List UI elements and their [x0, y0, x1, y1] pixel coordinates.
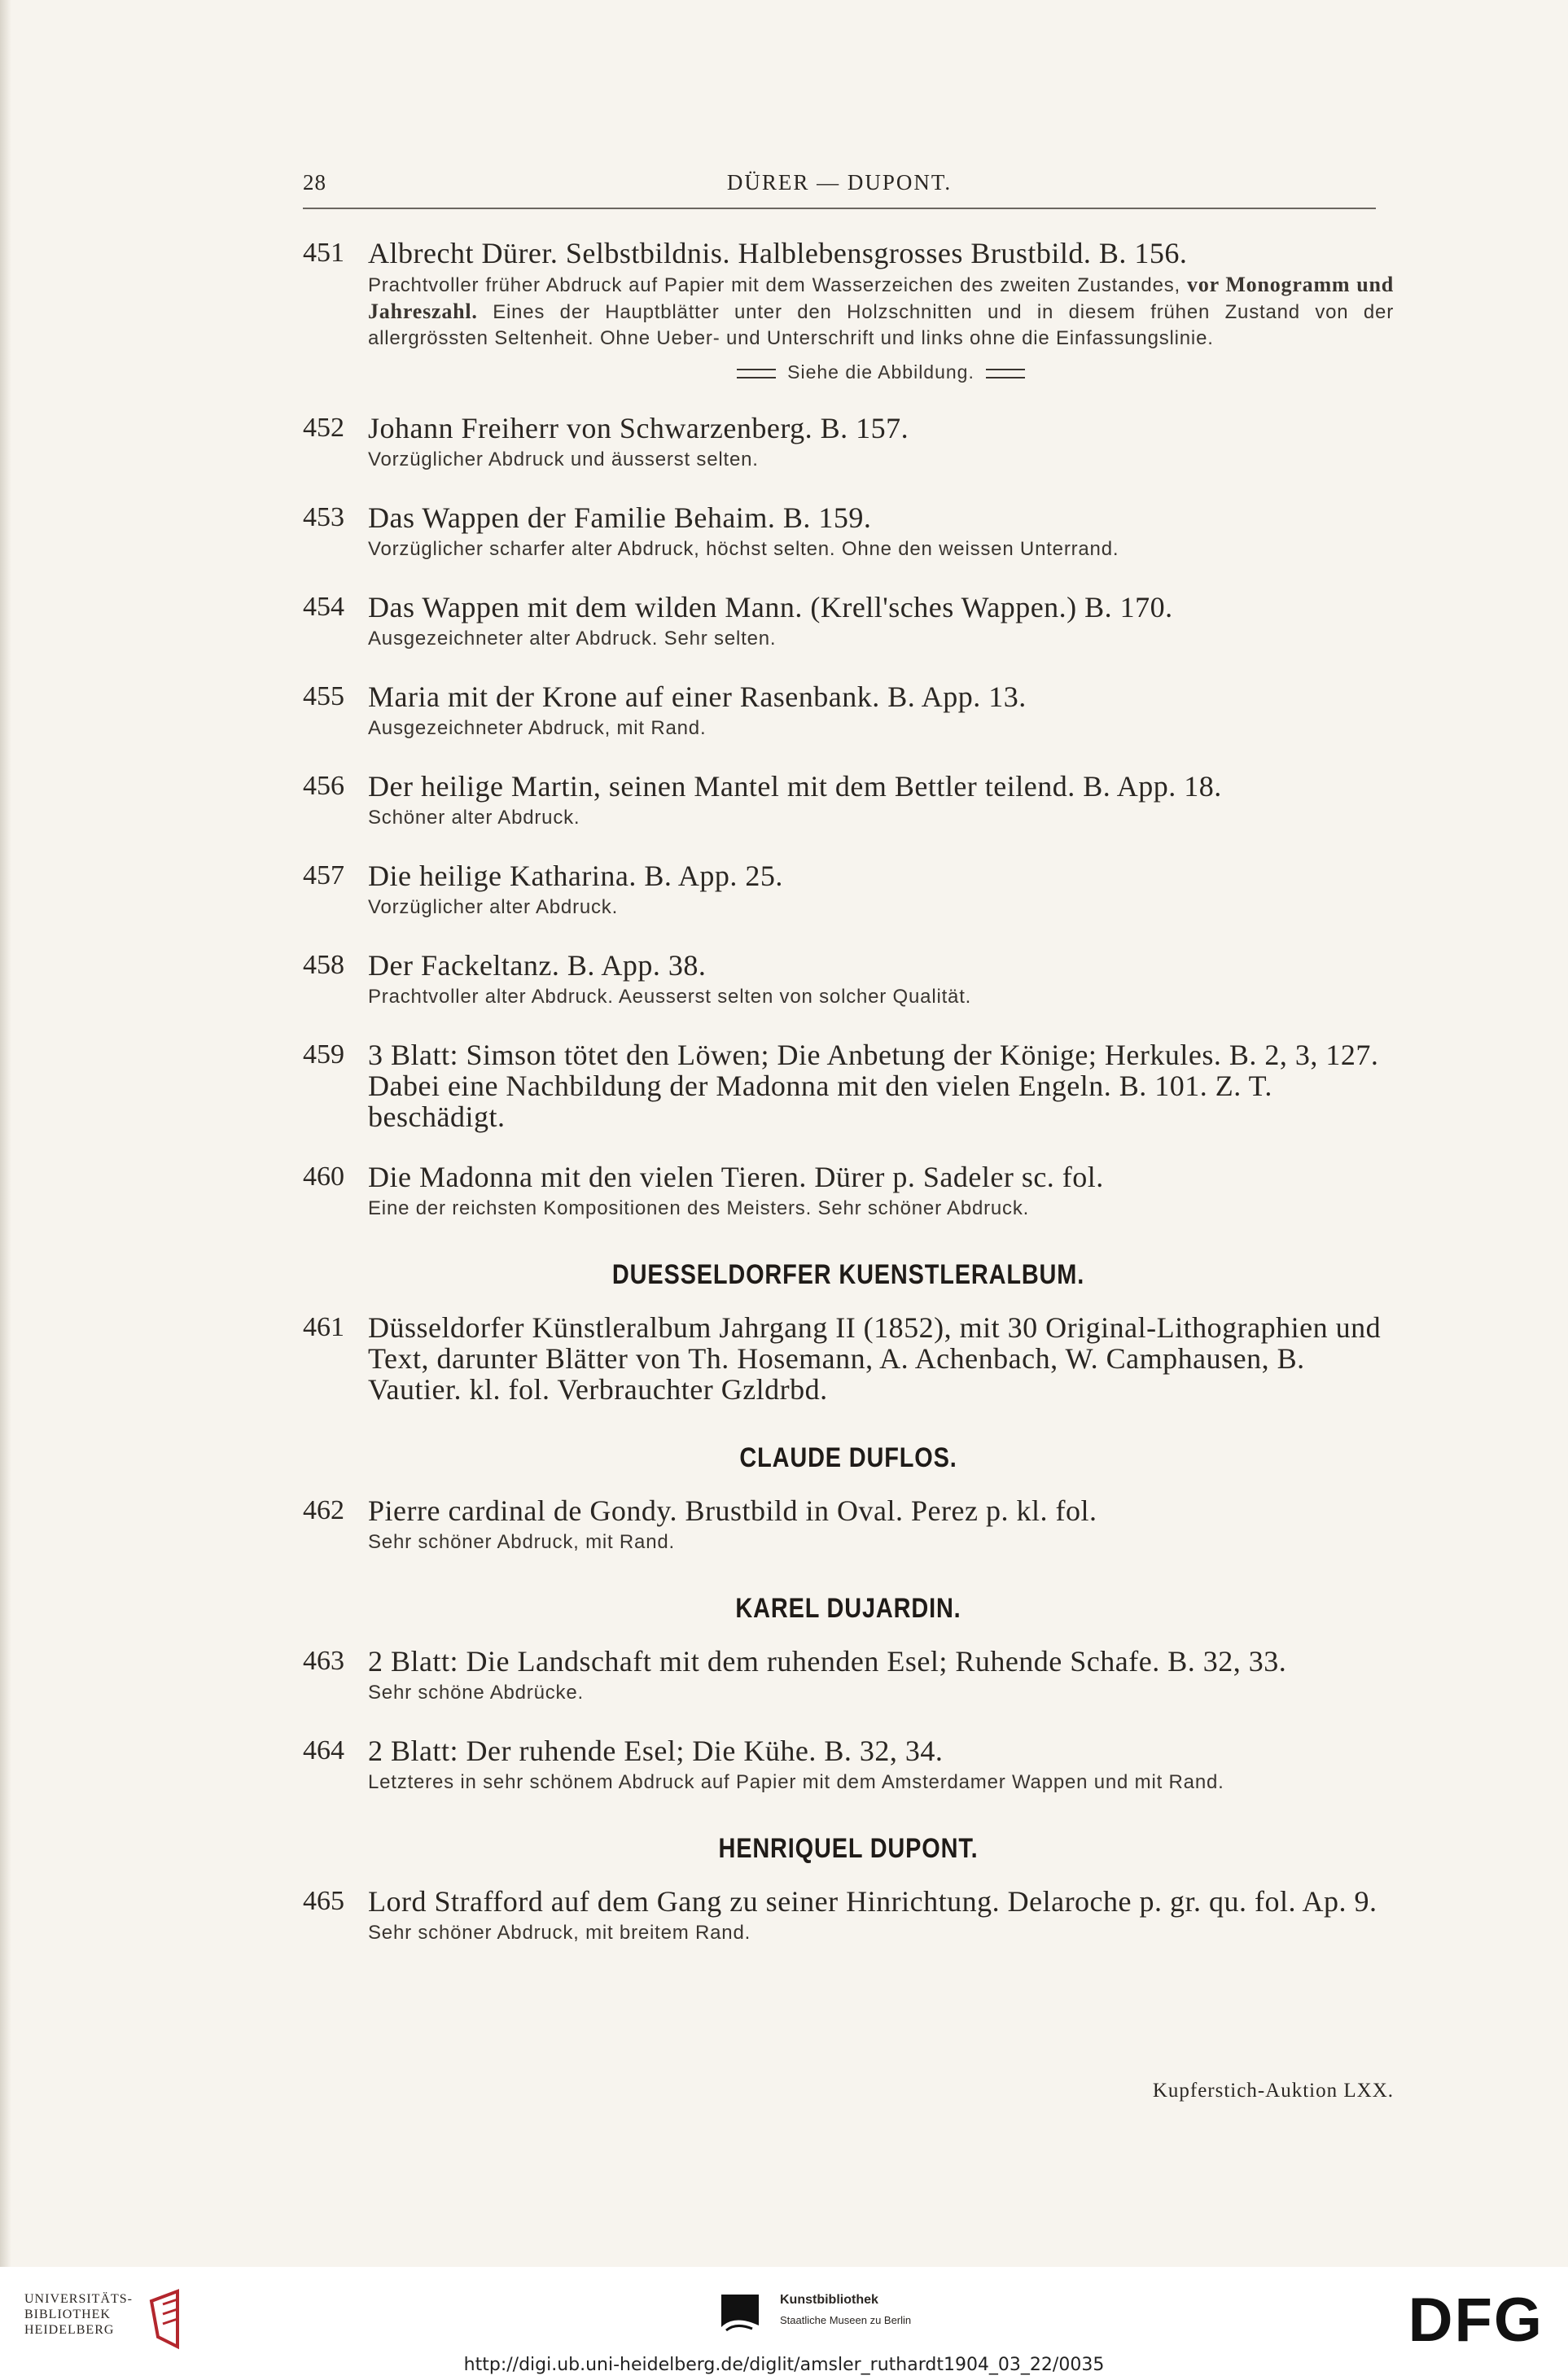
catalog-entry: [303, 1039, 1394, 1132]
entry-title: Die heilige Katharina. B. App. 25.: [368, 860, 783, 892]
entry-number: 451: [303, 238, 344, 268]
entry-note: Ausgezeichneter Abdruck, mit Rand.: [368, 717, 707, 739]
entry-number: 455: [303, 681, 344, 711]
entry-note: Sehr schöne Abdrücke.: [368, 1682, 584, 1704]
double-rule: [737, 369, 776, 378]
entry-note: Vorzüglicher scharfer alter Abdruck, höchst selten. Ohne den weissen Unterrand.: [368, 538, 1119, 560]
catalog-entry: [303, 592, 1394, 652]
entry-title: 2 Blatt: Der ruhende Esel; Die Kühe. B. 32, 34.: [368, 1735, 944, 1767]
catalog-entry: [303, 771, 1394, 831]
entry-title: Der heilige Martin, seinen Mantel mit dem Bettler teilend. B. App. 18.: [368, 770, 1222, 803]
catalog-entry: [303, 502, 1394, 562]
entry-title: Der Fackeltanz. B. App. 38.: [368, 949, 707, 982]
kunstbibliothek-text: [780, 2293, 1073, 2326]
dfg-logo[interactable]: DFG: [1408, 2286, 1544, 2355]
university-library-logo[interactable]: [24, 2291, 133, 2338]
entry-title: Albrecht Dürer. Selbstbildnis. Halblebensgrosses Brustbild. B. 156.: [368, 237, 1188, 269]
entry-note: Vorzüglicher Abdruck und äusserst selten.: [368, 448, 759, 470]
catalog-entry: [303, 1735, 1394, 1796]
catalog-entry: [303, 1312, 1394, 1405]
section-heading: CLAUDE DUFLOS.: [739, 1442, 957, 1473]
illustration-ref-text: Siehe die Abbildung.: [787, 361, 975, 383]
entry-number: 452: [303, 413, 344, 443]
entry-note: Prachtvoller alter Abdruck. Aeusserst selten von solcher Qualität.: [368, 986, 972, 1008]
note-bold: vor Monogramm und Jahreszahl.: [368, 273, 1394, 323]
section-heading: HENRIQUEL DUPONT.: [718, 1833, 979, 1864]
catalog-content: [303, 238, 1394, 1946]
catalog-entry: [303, 1162, 1394, 1222]
uni-line: BIBLIOTHEK: [24, 2308, 111, 2321]
illustration-ref: [368, 361, 1394, 383]
running-title: DÜRER — DUPONT.: [726, 170, 953, 195]
double-rule: [986, 369, 1025, 378]
entry-number: 460: [303, 1162, 344, 1192]
entry-number: 458: [303, 950, 344, 980]
entry-number: 462: [303, 1495, 344, 1525]
entry-title: Maria mit der Krone auf einer Rasenbank. B. App. 13.: [368, 680, 1027, 713]
catalog-entry: [303, 860, 1394, 921]
viewer-footer: [0, 2267, 1568, 2380]
entry-title: Pierre cardinal de Gondy. Brustbild in Oval. Perez p. kl. fol.: [368, 1494, 1097, 1527]
entry-note: Vorzüglicher alter Abdruck.: [368, 896, 619, 918]
entry-title: 2 Blatt: Die Landschaft mit dem ruhenden Esel; Ruhende Schafe. B. 32, 33.: [368, 1645, 1287, 1678]
entry-note: [368, 272, 1394, 352]
entry-title: 3 Blatt: Simson tötet den Löwen; Die Anbetung der Könige; Herkules. B. 2, 3, 127. Dabei eine Nachbildung der Madonna mit den vielen Engeln. B. 101. Z. T. beschädigt.: [368, 1039, 1379, 1133]
kb-title: Kunstbibliothek: [780, 2293, 878, 2307]
entry-number: 459: [303, 1039, 344, 1070]
permalink-url[interactable]: http://digi.ub.uni-heidelberg.de/diglit/amsler_ruthardt1904_03_22/0035: [463, 2355, 1105, 2375]
entry-number: 454: [303, 592, 344, 622]
entry-title: Johann Freiherr von Schwarzenberg. B. 157.: [368, 412, 909, 444]
entry-title: Düsseldorfer Künstleralbum Jahrgang II (1852), mit 30 Original-Lithographien und Text, darunter Blätter von Th. Hosemann, A. Achenbach, W. Camphausen, B. Vautier. kl. fol. Verbrauchter Gzldrbd.: [368, 1311, 1382, 1406]
section-heading: DUESSELDORFER KUENSTLERALBUM.: [611, 1259, 1085, 1290]
entry-note: Schöner alter Abdruck.: [368, 807, 580, 829]
entry-note: Eine der reichsten Kompositionen des Meisters. Sehr schöner Abdruck.: [368, 1197, 1030, 1219]
catalog-entry: [303, 238, 1394, 383]
catalog-entry: [303, 413, 1394, 473]
page-number: 28: [303, 170, 326, 195]
entry-title: Die Madonna mit den vielen Tieren. Dürer p. Sadeler sc. fol.: [368, 1161, 1104, 1193]
entry-number: 453: [303, 502, 344, 532]
entry-note: Ausgezeichneter alter Abdruck. Sehr selten.: [368, 628, 777, 650]
catalog-entry: [303, 950, 1394, 1010]
page-header: [303, 167, 1376, 208]
entry-title: Lord Strafford auf dem Gang zu seiner Hinrichtung. Delaroche p. gr. qu. fol. Ap. 9.: [368, 1885, 1377, 1918]
entry-number: 457: [303, 860, 344, 890]
kb-subtitle: Staatliche Museen zu Berlin: [780, 2314, 912, 2326]
section-heading: KAREL DUJARDIN.: [735, 1593, 961, 1624]
note-text: Eines der Hauptblätter unter den Holzschnitten und in diesem frühen Zustand von der allergrössten Seltenheit. Ohne Ueber- und Unterschrift und links ohne die Einfassungslinie.: [368, 301, 1394, 349]
kunstbibliothek-mark-icon: [716, 2293, 765, 2342]
uni-line: UNIVERSITÄTS-: [24, 2292, 133, 2306]
catalog-entry: [303, 1646, 1394, 1706]
entry-number: 465: [303, 1886, 344, 1916]
entry-note: Letzteres in sehr schönem Abdruck auf Papier mit dem Amsterdamer Wappen und mit Rand.: [368, 1771, 1224, 1793]
entry-title: Das Wappen der Familie Behaim. B. 159.: [368, 501, 872, 534]
auction-footer: Kupferstich-Auktion LXX.: [1152, 2080, 1394, 2102]
header-rule: [303, 208, 1376, 209]
catalog-entry: [303, 1495, 1394, 1555]
catalog-entry: [303, 681, 1394, 742]
entry-note: Sehr schöner Abdruck, mit breitem Rand.: [368, 1922, 751, 1944]
note-text: Prachtvoller früher Abdruck auf Papier mit dem Wasserzeichen des zweiten Zustandes,: [368, 274, 1180, 296]
university-mark-icon: [145, 2286, 210, 2352]
entry-number: 463: [303, 1646, 344, 1676]
entry-number: 461: [303, 1312, 344, 1342]
uni-line: HEIDELBERG: [24, 2323, 115, 2337]
catalog-entry: [303, 1886, 1394, 1946]
entry-title: Das Wappen mit dem wilden Mann. (Krell'sches Wappen.) B. 170.: [368, 591, 1173, 623]
entry-note: Sehr schöner Abdruck, mit Rand.: [368, 1531, 675, 1553]
entry-number: 464: [303, 1735, 344, 1765]
entry-number: 456: [303, 771, 344, 801]
